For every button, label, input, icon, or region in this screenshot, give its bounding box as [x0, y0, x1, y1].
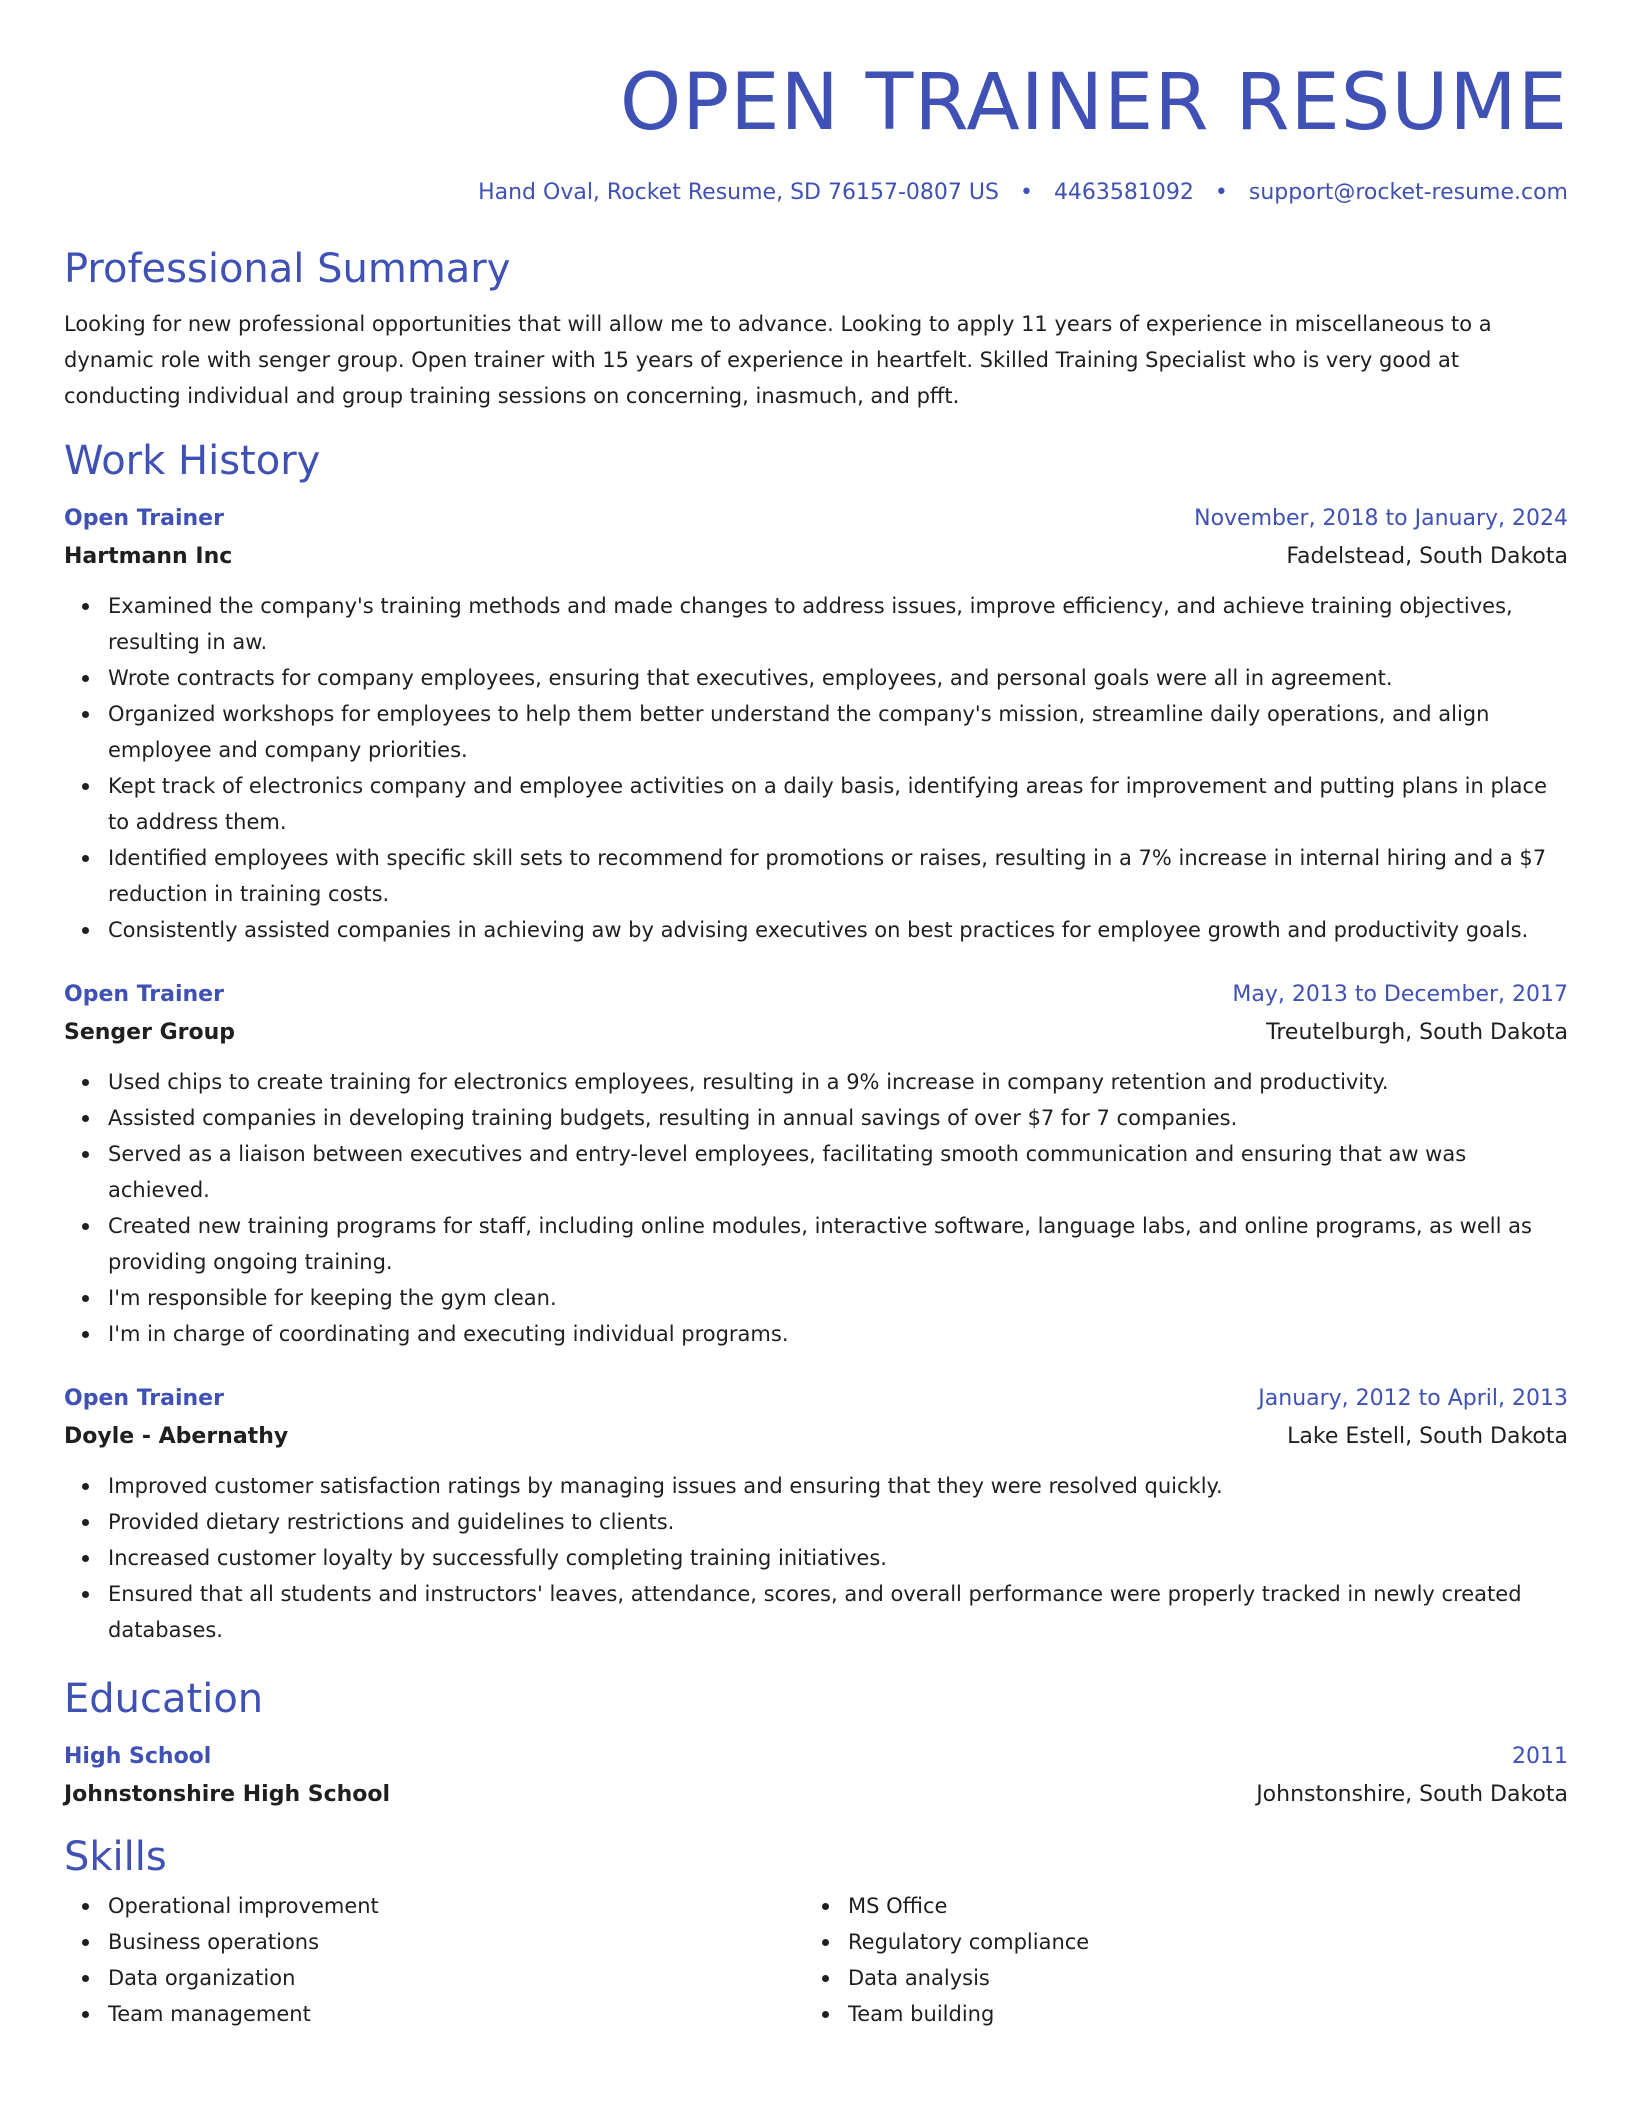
job-role: Open Trainer	[64, 506, 224, 531]
job-dates: November, 2018 to January, 2024	[1194, 506, 1568, 531]
contact-line	[64, 178, 1568, 208]
summary-text: Looking for new professional opportunities that will allow me to advance. Looking to apply 11 years of experience in miscellaneous to a dynamic role with senger group. Open trainer with 15 years of experience in heartfelt. Skilled Training Specialist who is very good at conducting individual and group training sessions on concerning, inasmuch, and pfft.	[64, 312, 1492, 408]
job-company: Hartmann Inc	[64, 544, 233, 569]
job-location: Treutelburgh, South Dakota	[1266, 1020, 1568, 1045]
education-location: Johnstonshire, South Dakota	[1256, 1782, 1568, 1807]
list-item: Examined the company's training methods and made changes to address issues, improve efficiency, and achieve training objectives, resulting in aw.	[108, 588, 1568, 660]
skills-column-left	[64, 1888, 804, 2032]
list-item: Identified employees with specific skill sets to recommend for promotions or raises, resulting in a 7% increase in internal hiring and a $7 reduction in training costs.	[108, 840, 1568, 912]
work-entry	[64, 500, 1568, 948]
list-item: Ensured that all students and instructors' leaves, attendance, scores, and overall performance were properly tracked in newly created databases.	[108, 1576, 1568, 1648]
job-location: Lake Estell, South Dakota	[1287, 1424, 1568, 1449]
contact-email: support@rocket-resume.com	[1248, 180, 1568, 205]
list-item: Improved customer satisfaction ratings by managing issues and ensuring that they were resolved quickly.	[108, 1468, 1568, 1504]
job-dates: May, 2013 to December, 2017	[1232, 982, 1568, 1007]
job-bullets	[64, 1064, 1568, 1352]
work-entry	[64, 976, 1568, 1352]
work-entry	[64, 1380, 1568, 1648]
skill-item: Team building	[848, 1996, 1544, 2032]
list-item: Kept track of electronics company and employee activities on a daily basis, identifying areas for improvement and putting plans in place to address them.	[108, 768, 1568, 840]
skills-heading: Skills	[64, 1834, 167, 1880]
job-role: Open Trainer	[64, 1386, 224, 1411]
job-bullets	[64, 1468, 1568, 1648]
job-location: Fadelstead, South Dakota	[1286, 544, 1568, 569]
skills-grid	[64, 1888, 1568, 2032]
skill-item: Data organization	[108, 1960, 804, 1996]
contact-separator: •	[1019, 180, 1033, 205]
skill-item: Business operations	[108, 1924, 804, 1960]
resume-name: OPEN TRAINER RESUME	[619, 58, 1568, 148]
education-school: Johnstonshire High School	[64, 1782, 391, 1807]
list-item: Served as a liaison between executives and entry-level employees, facilitating smooth communication and ensuring that aw was achieved.	[108, 1136, 1568, 1208]
skill-item: Regulatory compliance	[848, 1924, 1544, 1960]
education-entry	[64, 1738, 1568, 1814]
skill-item: Operational improvement	[108, 1888, 804, 1924]
list-item: Used chips to create training for electronics employees, resulting in a 9% increase in company retention and productivity.	[108, 1064, 1568, 1100]
job-role: Open Trainer	[64, 982, 224, 1007]
job-bullets	[64, 588, 1568, 948]
education-heading: Education	[64, 1676, 264, 1722]
list-item: I'm in charge of coordinating and executing individual programs.	[108, 1316, 1568, 1352]
skill-item: MS Office	[848, 1888, 1544, 1924]
summary-heading: Professional Summary	[64, 246, 511, 292]
list-item: I'm responsible for keeping the gym clean.	[108, 1280, 1568, 1316]
skills-column-right	[804, 1888, 1544, 2032]
contact-phone: 4463581092	[1053, 180, 1194, 205]
list-item: Assisted companies in developing training budgets, resulting in annual savings of over $7 for 7 companies.	[108, 1100, 1568, 1136]
work-history-heading: Work History	[64, 438, 321, 484]
list-item: Wrote contracts for company employees, ensuring that executives, employees, and personal goals were all in agreement.	[108, 660, 1568, 696]
job-company: Doyle - Abernathy	[64, 1424, 289, 1449]
list-item: Created new training programs for staff, including online modules, interactive software, language labs, and online programs, as well as providing ongoing training.	[108, 1208, 1568, 1280]
skill-item: Team management	[108, 1996, 804, 2032]
list-item: Consistently assisted companies in achieving aw by advising executives on best practices for employee growth and productivity goals.	[108, 912, 1568, 948]
skill-item: Data analysis	[848, 1960, 1544, 1996]
job-dates: January, 2012 to April, 2013	[1258, 1386, 1568, 1411]
education-year: 2011	[1512, 1744, 1568, 1769]
contact-address: Hand Oval, Rocket Resume, SD 76157-0807 US	[478, 180, 999, 205]
list-item: Provided dietary restrictions and guidelines to clients.	[108, 1504, 1568, 1540]
list-item: Increased customer loyalty by successfully completing training initiatives.	[108, 1540, 1568, 1576]
job-company: Senger Group	[64, 1020, 236, 1045]
list-item: Organized workshops for employees to help them better understand the company's mission, streamline daily operations, and align employee and company priorities.	[108, 696, 1568, 768]
contact-separator: •	[1214, 180, 1228, 205]
education-degree: High School	[64, 1744, 212, 1769]
